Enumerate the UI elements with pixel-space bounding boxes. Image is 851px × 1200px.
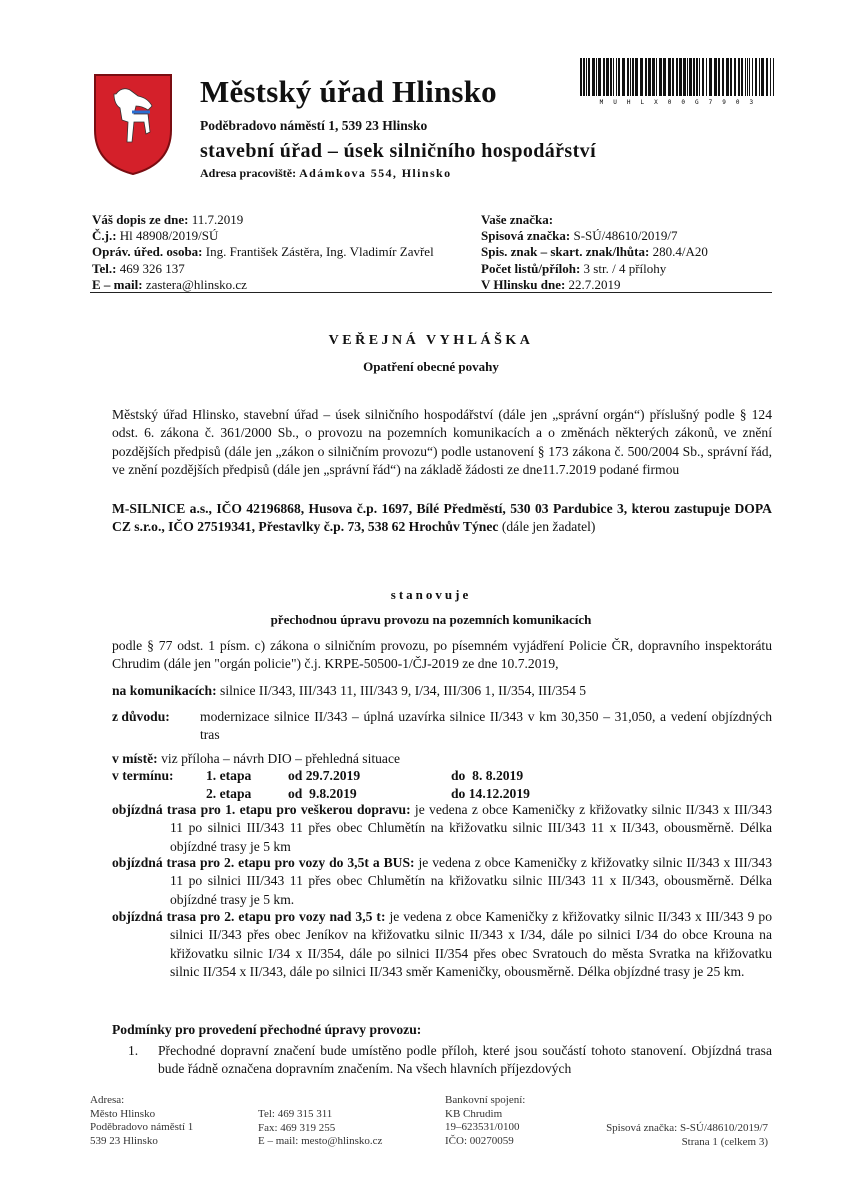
barcode-bar	[741, 58, 743, 96]
roads-value: silnice II/343, III/343 11, III/343 9, I/34, III/306 1, II/354, III/354 5	[220, 683, 587, 698]
footer-line: Spisová značka: S-SÚ/48610/2019/7	[606, 1122, 768, 1134]
meta-value: Ing. František Zástěra, Ing. Vladimír Zavřel	[205, 244, 434, 260]
barcode-text: M U H L X 0 0 G 7 9 0 3	[599, 99, 757, 106]
applicant-paragraph	[112, 500, 772, 537]
footer-line: Město Hlinsko	[90, 1107, 156, 1120]
meta-label: Spisová značka:	[481, 228, 571, 244]
barcode-bar	[663, 58, 666, 96]
meta-label: E – mail:	[92, 276, 143, 292]
place-line	[112, 750, 400, 768]
barcode-bar	[580, 58, 582, 96]
barcode-bar	[616, 58, 617, 96]
condition-number: 1.	[128, 1043, 139, 1058]
office-title: Městský úřad Hlinsko	[200, 74, 497, 109]
barcode-bar	[659, 58, 662, 96]
barcode-bar	[745, 58, 746, 96]
footer-line: Poděbradovo náměstí 1	[90, 1121, 194, 1134]
footer-file	[560, 1122, 768, 1149]
meta-row	[481, 261, 708, 277]
barcode-bar	[613, 58, 614, 96]
footer-line: KB Chrudim	[445, 1107, 503, 1120]
footer-line: 539 23 Hlinsko	[90, 1134, 158, 1147]
barcode-bar	[773, 58, 774, 96]
barcode-bar	[722, 58, 724, 96]
barcode-bar	[598, 58, 601, 96]
detour-item	[112, 908, 772, 982]
meta-label: Tel.:	[92, 260, 117, 276]
detour-lead: objízdná trasa pro 2. etapu pro vozy do 3,5t a BUS:	[112, 855, 415, 870]
condition-text: Přechodné dopravní značení bude umístěno podle příloh, které jsou součástí tohoto stanovení. Objízdná trasa bude řádně označena dopravním značením. Na všech hlavních příjezdových	[158, 1043, 772, 1077]
meta-row	[481, 228, 708, 244]
meta-label: Vaše značka:	[481, 212, 554, 227]
conditions-heading: Podmínky pro provedení přechodné úpravy provozu:	[112, 1022, 422, 1037]
barcode-bar	[635, 58, 638, 96]
barcode-bar	[648, 58, 651, 96]
barcode-bar	[759, 58, 760, 96]
meta-label: Spis. znak – skart. znak/lhůta:	[481, 244, 650, 260]
barcode-bar	[656, 58, 657, 96]
meta-row	[481, 277, 708, 293]
barcode-bar	[645, 58, 647, 96]
barcode-bar	[603, 58, 605, 96]
barcode-bar	[755, 58, 757, 96]
department-title: stavební úřad – úsek silničního hospodářství	[200, 140, 597, 162]
barcode-bar	[749, 58, 750, 96]
footer-contacts	[258, 1108, 382, 1149]
barcode-bar	[709, 58, 712, 96]
barcode-bar	[606, 58, 609, 96]
work-address-label: Adresa pracoviště:	[200, 166, 297, 180]
barcode-bar	[679, 58, 682, 96]
meta-row	[481, 244, 708, 260]
detour-text: je vedena z obce Kameničky z křižovatky silnic II/343 x III/343 11 po silnici III/343 11 přes obec Chlumětín na křižovatku silnic III/343 11 x II/343, obousměrně. Délka objízdné trasy je 5 km.	[170, 855, 773, 907]
office-address: Poděbradovo náměstí 1, 539 23 Hlinsko	[200, 118, 428, 133]
barcode-bar	[696, 58, 698, 96]
meta-label: Č.j.:	[92, 228, 117, 244]
barcode-bar	[632, 58, 634, 96]
roads-label: na komunikacích:	[112, 683, 217, 698]
document-heading: VEŘEJNÁ VYHLÁŠKA	[328, 333, 534, 348]
meta-value: 469 326 137	[119, 260, 185, 276]
meta-row	[92, 261, 434, 277]
barcode-bar	[583, 58, 585, 96]
place-value: viz příloha – návrh DIO – přehledná situace	[161, 751, 401, 766]
barcode-bar	[693, 58, 695, 96]
measure-heading: přechodnou úpravu provozu na pozemních komunikacích	[270, 612, 592, 627]
coat-of-arms-logo	[92, 72, 174, 176]
meta-value: 22.7.2019	[568, 276, 621, 292]
barcode-bar	[734, 58, 736, 96]
detour-item	[112, 854, 772, 909]
barcode-bar	[668, 58, 671, 96]
detour-lead: objízdná trasa pro 2. etapu pro vozy nad 3,5 t:	[112, 909, 386, 924]
barcode-bar	[761, 58, 764, 96]
footer-line: Fax: 469 319 255	[258, 1121, 336, 1134]
barcode-bar	[706, 58, 707, 96]
barcode-bar	[747, 58, 748, 96]
intro-paragraph: Městský úřad Hlinsko, stavební úřad – úsek silničního hospodářství (dále jen „správní orgán“) příslušný podle § 124 odst. 6. zákona č. 361/2000 Sb., o provozu na pozemních komunikacích a o změnách některých zákonů, ve znění pozdějších předpisů (dále jen „zákon o silničním provozu“) podle ustanovení § 173 zákona č. 500/2004 Sb., správní řád, ve znění pozdějších předpisů (dále jen „správní řád“) na základě žádosti ze dne11.7.2019 podané firmou	[112, 407, 772, 478]
meta-left	[92, 212, 434, 293]
detour-lead: objízdná trasa pro 1. etapu pro veškerou dopravu:	[112, 802, 411, 817]
meta-row	[481, 212, 708, 228]
term-label: v termínu:	[112, 768, 174, 783]
stage-to: do 8. 8.2019	[451, 768, 524, 783]
footer-line: Tel: 469 315 311	[258, 1108, 333, 1120]
barcode-bar	[586, 58, 587, 96]
stage-stage: 2. etapa	[206, 786, 252, 801]
barcode-bar	[592, 58, 595, 96]
meta-value: S-SÚ/48610/2019/7	[573, 228, 678, 244]
barcode-bar	[687, 58, 688, 96]
barcode-bar	[596, 58, 597, 96]
meta-value: Hl 48908/2019/SÚ	[119, 228, 219, 244]
meta-row	[92, 244, 434, 260]
footer-line: E – mail: mesto@hlinsko.cz	[258, 1135, 383, 1148]
stage-stage: 1. etapa	[206, 768, 252, 783]
reason-value: modernizace silnice II/343 – úplná uzavírka silnice II/343 v km 30,350 – 31,050, a vedení objízdných tras	[200, 709, 772, 743]
stage-to: do 14.12.2019	[451, 786, 530, 801]
barcode-bar	[714, 58, 717, 96]
barcode-bar	[683, 58, 686, 96]
roads-line	[112, 682, 772, 700]
barcode-bar	[770, 58, 771, 96]
meta-value: 3 str. / 4 přílohy	[583, 260, 667, 276]
work-address	[200, 166, 452, 181]
reason-line	[112, 708, 772, 745]
barcode-bar	[752, 58, 753, 96]
barcode-bar	[610, 58, 612, 96]
barcode-bar	[588, 58, 590, 96]
barcode-bar	[640, 58, 643, 96]
footer-line: IČO: 00270059	[445, 1134, 514, 1147]
meta-row	[92, 277, 434, 293]
barcode-bar	[627, 58, 629, 96]
barcode-bar	[689, 58, 692, 96]
applicant-tail: (dále jen žadatel)	[501, 519, 596, 535]
footer-line: Strana 1 (celkem 3)	[681, 1135, 768, 1148]
barcode-bar	[699, 58, 700, 96]
stage-from: od 9.8.2019	[288, 786, 357, 801]
barcode-bar	[766, 58, 768, 96]
detour-item	[112, 801, 772, 856]
detour-text: je vedena z obce Kameničky z křižovatky silnic II/343 x III/343 11 po silnici III/343 11 přes obec Chlumětín na křižovatku silnic III/343 11 x II/343, obousměrně. Délka objízdné trasy je 5 km	[170, 802, 772, 854]
meta-value: 280.4/A20	[652, 244, 708, 260]
barcode-bar	[730, 58, 732, 96]
meta-row	[92, 228, 434, 244]
detour-text: je vedena z obce Kameničky z křižovatky silnic II/343 x III/343 9 po silnici II/343 přes obec Jeníkov na křižovatku silnic II/343 x I/34, dále po silnici I/34 do obce Krouna na křižovatku silnic I/34 x II/354, dále po silnici II/354 přes obec Svratouch do města Svratka na křižovatku silnic II/354 x II/343, dále po silnici II/343 směr Kameničky, obousměrně. Délka objízdné trasy je 25 km.	[170, 909, 773, 980]
barcode-bar	[622, 58, 625, 96]
stage-from: od 29.7.2019	[288, 768, 361, 783]
barcode-bar	[718, 58, 720, 96]
footer-bank	[445, 1094, 525, 1148]
barcode-bar	[672, 58, 674, 96]
legal-basis: podle § 77 odst. 1 písm. c) zákona o silničním provozu, po písemném vyjádření Policie ČR, dopravního inspektorátu Chrudim (dále jen "orgán policie") č.j. KRPE-50500-1/ČJ-2019 ze dne 10.7.2019,	[112, 638, 772, 672]
footer-address	[90, 1094, 193, 1148]
applicant-name: M-SILNICE a.s., IČO 42196868, Husova č.p. 1697, Bílé Předměstí, 530 03 Pardubice 3, kterou zastupuje DOPA CZ s.r.o., IČO 27519341, Přestavlky č.p. 73, 538 62 Hrochův Týnec	[112, 501, 772, 535]
place-label: v místě:	[112, 751, 158, 766]
barcode-bar	[618, 58, 620, 96]
barcode-bar	[702, 58, 704, 96]
meta-value: zastera@hlinsko.cz	[145, 276, 247, 292]
meta-label: Opráv. úřed. osoba:	[92, 244, 203, 260]
barcode-bar	[726, 58, 729, 96]
conditions-list	[128, 1042, 772, 1079]
barcode-bar	[630, 58, 631, 96]
meta-label: Váš dopis ze dne:	[92, 212, 189, 227]
footer-line: Bankovní spojení:	[445, 1094, 526, 1106]
footer-line: 19–623531/0100	[445, 1121, 520, 1134]
meta-label: Počet listů/příloh:	[481, 260, 581, 276]
stanovuje-heading: stanovuje	[390, 587, 472, 602]
reason-label: z důvodu:	[112, 709, 170, 724]
footer-line: Adresa:	[90, 1094, 125, 1106]
meta-row	[92, 212, 434, 228]
work-address-value: Adámkova 554, Hlinsko	[299, 166, 452, 180]
barcode	[578, 58, 778, 106]
meta-value: 11.7.2019	[191, 212, 244, 227]
barcode-bar	[738, 58, 740, 96]
document-subheading: Opatření obecné povahy	[363, 359, 499, 374]
meta-right	[481, 212, 708, 293]
barcode-bar	[652, 58, 655, 96]
barcode-bar	[676, 58, 678, 96]
header-divider	[90, 292, 772, 293]
meta-label: V Hlinsku dne:	[481, 276, 566, 292]
